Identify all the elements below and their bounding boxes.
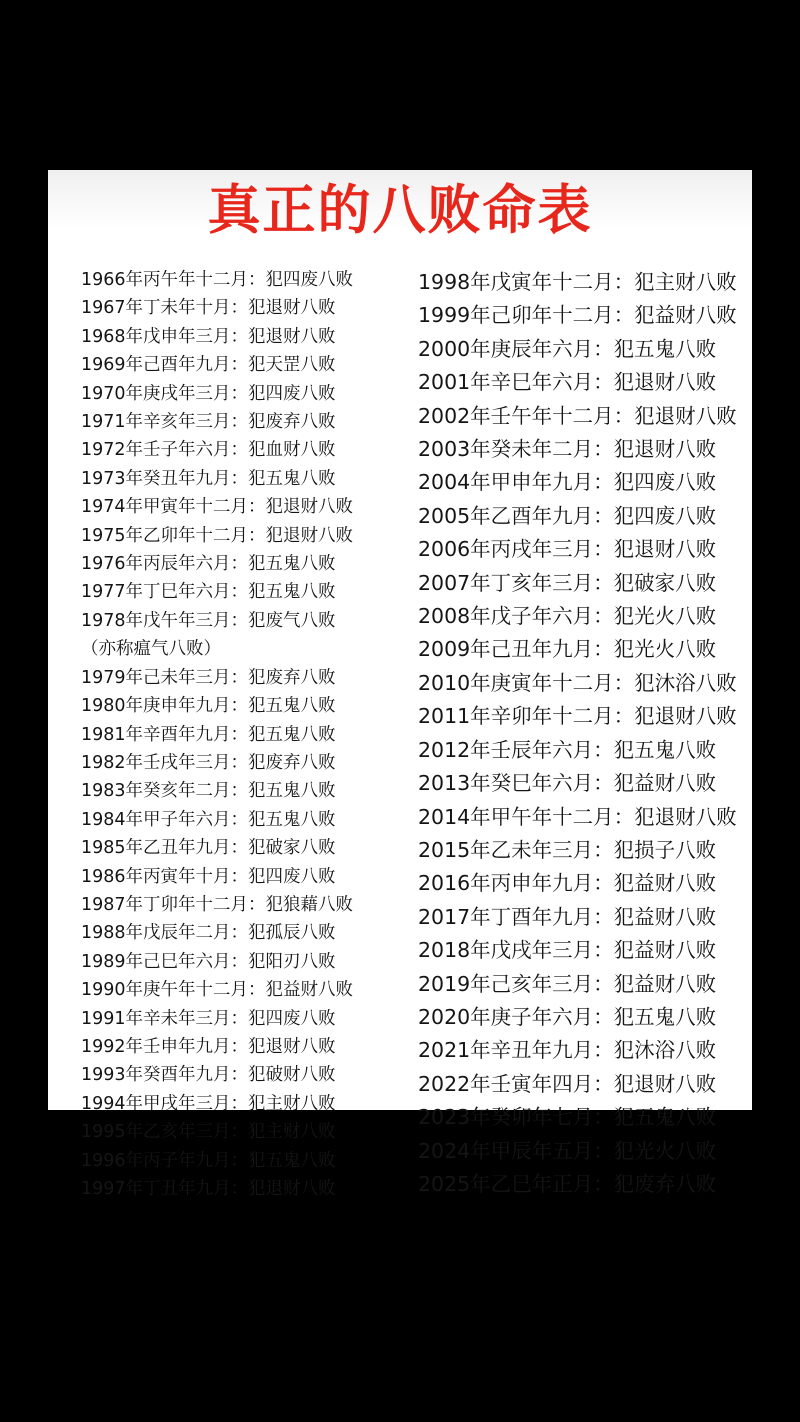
- table-row: 1984年甲子年六月：犯五鬼八败: [81, 809, 336, 830]
- table-row: 1975年乙卯年十二月：犯退财八败: [81, 525, 354, 546]
- table-row: 2014年甲午年十二月：犯退财八败: [418, 804, 737, 829]
- table-row: 1996年丙子年九月：犯五鬼八败: [81, 1150, 336, 1171]
- table-row: 1991年辛未年三月：犯四废八败: [81, 1008, 336, 1029]
- table-row: 1981年辛酉年九月：犯五鬼八败: [81, 724, 336, 745]
- left-column: [48, 266, 400, 1203]
- table-row: 2010年庚寅年十二月：犯沐浴八败: [418, 670, 737, 695]
- table-row: 2023年癸卯年七月：犯五鬼八败: [418, 1105, 717, 1130]
- table-row: 2013年癸巳年六月：犯益财八败: [418, 771, 717, 796]
- table-row: 1980年庚申年九月：犯五鬼八败: [81, 696, 336, 717]
- table-row: 1967年丁未年十月：犯退财八败: [81, 298, 336, 319]
- table-row: 2008年戊子年六月：犯光火八败: [418, 604, 717, 629]
- table-row: 1987年丁卯年十二月：犯狼藉八败: [81, 894, 354, 915]
- table-row: 2019年己亥年三月：犯益财八败: [418, 971, 717, 996]
- table-row: 2024年甲辰年五月：犯光火八败: [418, 1138, 717, 1163]
- table-row: 2021年辛丑年九月：犯沐浴八败: [418, 1038, 717, 1063]
- table-card: [48, 170, 752, 1199]
- table-row: 2018年戊戌年三月：犯益财八败: [418, 938, 717, 963]
- table-row: 1990年庚午年十二月：犯益财八败: [81, 980, 354, 1001]
- table-row: 2002年壬午年十二月：犯退财八败: [418, 403, 737, 428]
- table-row: 2006年丙戌年三月：犯退财八败: [418, 537, 717, 562]
- table-row: 1977年丁巳年六月：犯五鬼八败: [81, 582, 336, 603]
- table-row: 2009年己丑年九月：犯光火八败: [418, 637, 717, 662]
- table-row: 2012年壬辰年六月：犯五鬼八败: [418, 737, 717, 762]
- table-row: 2001年辛巳年六月：犯退财八败: [418, 370, 717, 395]
- table-row: 1983年癸亥年二月：犯五鬼八败: [81, 781, 336, 802]
- table-row: 1966年丙午年十二月：犯四废八败: [81, 270, 354, 290]
- table-row: 1993年癸酉年九月：犯破财八败: [81, 1065, 336, 1086]
- table-row: 2016年丙申年九月：犯益财八败: [418, 871, 717, 896]
- table-row: 1972年壬子年六月：犯血财八败: [81, 440, 336, 461]
- right-column: [400, 266, 752, 1203]
- page-title: 真正的八败命表: [207, 180, 593, 241]
- table-row: 1986年丙寅年十月：犯四废八败: [81, 866, 336, 887]
- table-row: 1999年己卯年十二月：犯益财八败: [418, 303, 737, 328]
- table-row: 1978年戊午年三月：犯废气八败: [81, 610, 336, 631]
- table-row: 1979年己未年三月：犯废弃八败: [81, 667, 336, 688]
- table-row: 2000年庚辰年六月：犯五鬼八败: [418, 336, 717, 361]
- table-row: 1988年戊辰年二月：犯孤辰八败: [81, 923, 336, 944]
- table-row: 2005年乙酉年九月：犯四废八败: [418, 503, 717, 528]
- table-row: 2007年丁亥年三月：犯破家八败: [418, 570, 717, 595]
- table-row: 1968年戊申年三月：犯退财八败: [81, 326, 336, 347]
- table-row: 2017年丁酉年九月：犯益财八败: [418, 904, 717, 929]
- table-row: 1997年丁丑年九月：犯退财八败: [81, 1179, 336, 1199]
- table-row: 2015年乙未年三月：犯损子八败: [418, 837, 717, 862]
- table-row: 2025年乙巳年正月：犯废弃八败: [418, 1171, 717, 1196]
- table-row: 1992年壬申年九月：犯退财八败: [81, 1036, 336, 1057]
- table-row: 2020年庚子年六月：犯五鬼八败: [418, 1004, 717, 1029]
- table-row: 2022年壬寅年四月：犯退财八败: [418, 1071, 717, 1096]
- table-row: 1982年壬戌年三月：犯废弃八败: [81, 752, 336, 773]
- table-row: 1985年乙丑年九月：犯破家八败: [81, 838, 336, 859]
- table-row: 1971年辛亥年三月：犯废弃八败: [81, 412, 336, 433]
- table-row: 1974年甲寅年十二月：犯退财八败: [81, 497, 354, 518]
- table-row: 2003年癸未年二月：犯退财八败: [418, 437, 717, 462]
- table-row: 1994年甲戌年三月：犯主财八败: [81, 1093, 336, 1114]
- table-row: 2011年辛卯年十二月：犯退财八败: [418, 704, 737, 729]
- table-row: 1995年乙亥年三月：犯主财八败: [81, 1122, 336, 1143]
- table-row: 1973年癸丑年九月：犯五鬼八败: [81, 468, 336, 489]
- entries-columns: [48, 266, 752, 1203]
- table-row: 1998年戊寅年十二月：犯主财八败: [418, 270, 737, 294]
- table-row: 1976年丙辰年六月：犯五鬼八败: [81, 554, 336, 575]
- table-row: 1989年己巳年六月：犯阳刃八败: [81, 951, 336, 972]
- table-row: 1969年己酉年九月：犯天罡八败: [81, 355, 336, 376]
- table-row: 1970年庚戌年三月：犯四废八败: [81, 383, 336, 404]
- table-row: （亦称瘟气八败）: [81, 639, 221, 660]
- table-row: 2004年甲申年九月：犯四废八败: [418, 470, 717, 495]
